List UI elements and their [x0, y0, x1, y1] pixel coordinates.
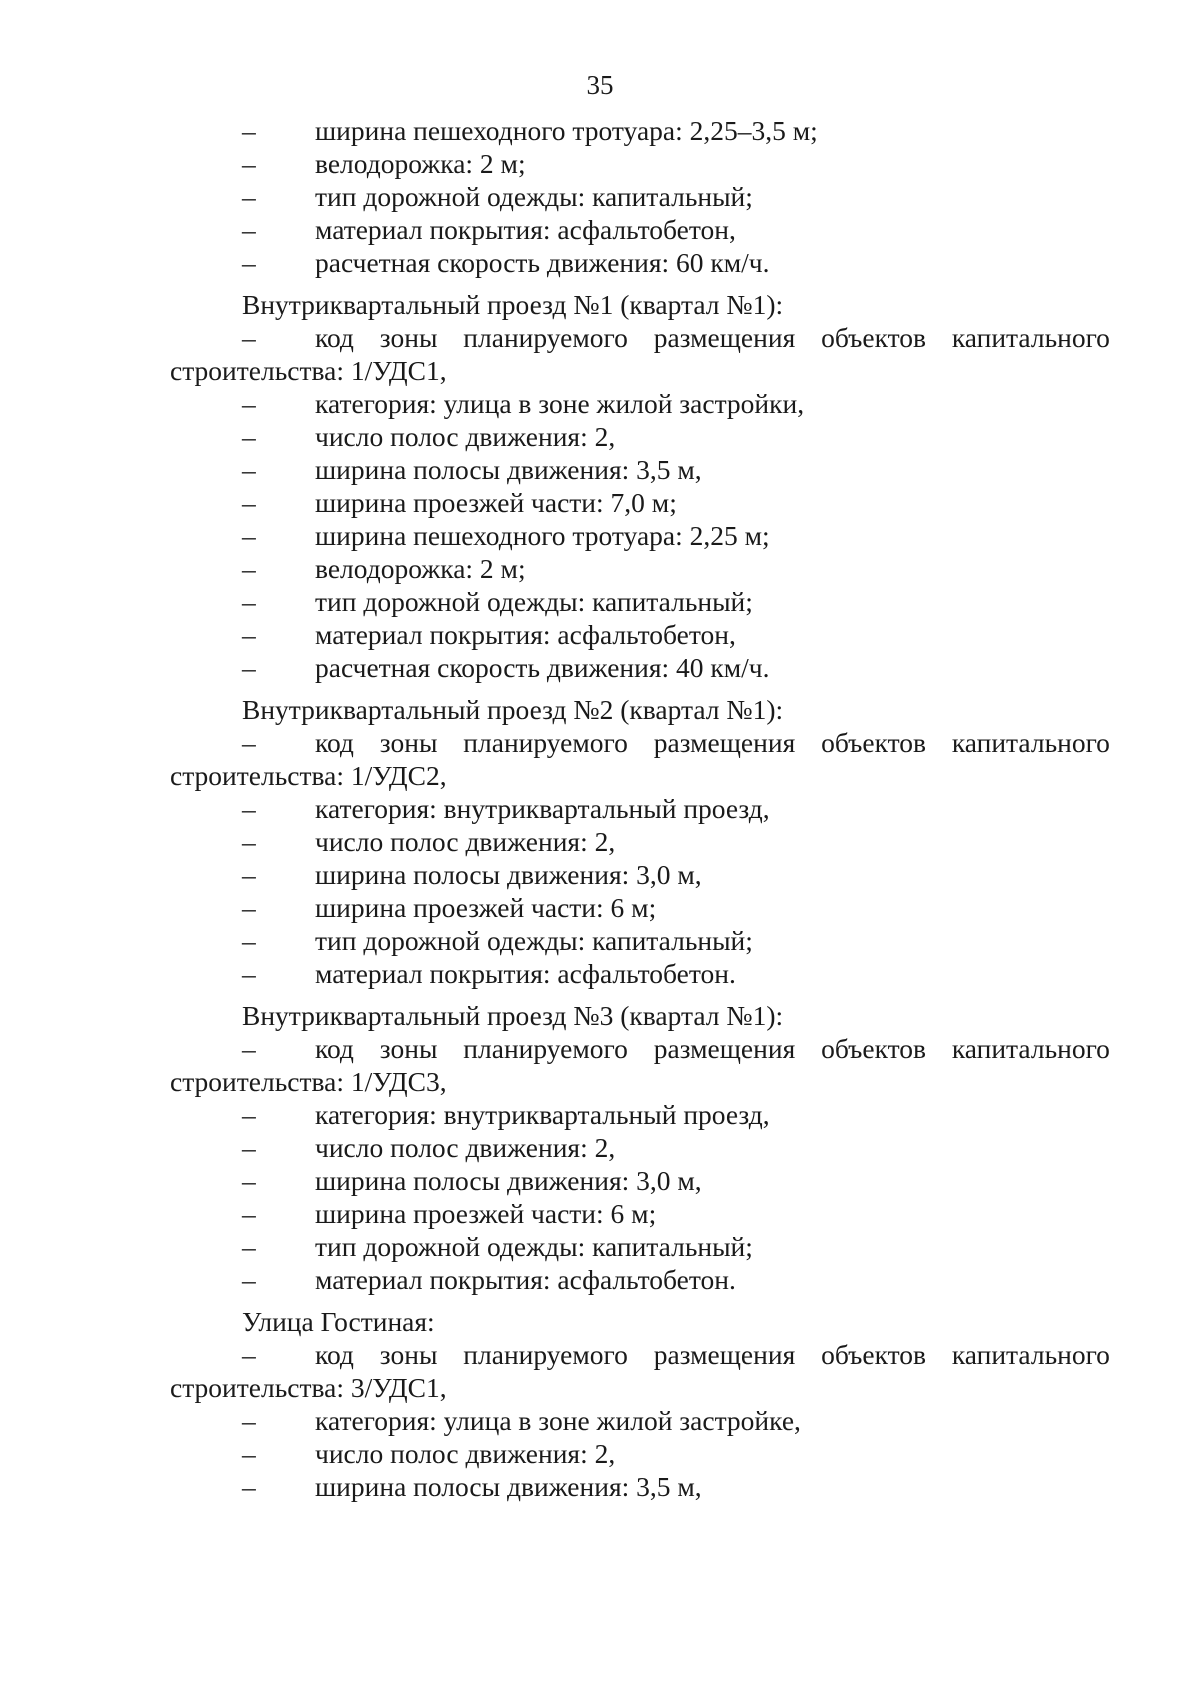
section-heading: Улица Гостиная: — [242, 1306, 435, 1337]
word: капитального — [951, 1033, 1110, 1064]
dash-bullet: – — [242, 181, 256, 212]
list-item — [170, 387, 1110, 420]
word: капитального — [951, 727, 1110, 758]
intro-list — [170, 114, 1110, 279]
road-section — [170, 999, 1110, 1296]
dash-bullet: – — [242, 1405, 256, 1436]
dash-bullet: – — [242, 1438, 256, 1469]
list-item-text: число полос движения: 2, — [315, 1438, 616, 1469]
list-item-text: расчетная скорость движения: 60 км/ч. — [315, 247, 770, 278]
road-section — [170, 1305, 1110, 1503]
list-item-text: тип дорожной одежды: капитальный; — [315, 586, 753, 617]
list-item-text: категория: улица в зоне жилой застройки, — [315, 388, 805, 419]
word: размещения — [653, 1339, 796, 1370]
dash-bullet: – — [242, 487, 256, 518]
list-item-text: категория: внутриквартальный проезд, — [315, 1099, 770, 1130]
list-item — [170, 825, 1110, 858]
list-item-text: материал покрытия: асфальтобетон, — [315, 214, 736, 245]
dash-bullet: – — [242, 652, 256, 683]
dash-bullet: – — [242, 454, 256, 485]
word: размещения — [653, 1033, 796, 1064]
dash-bullet: – — [242, 553, 256, 584]
road-section — [170, 288, 1110, 684]
zone-code-continuation: строительства: 3/УДС1, — [170, 1372, 447, 1403]
list-item — [170, 180, 1110, 213]
sections-container — [170, 288, 1110, 1503]
dash-bullet: – — [242, 214, 256, 245]
list-item-text: ширина проезжей части: 6 м; — [315, 1198, 657, 1229]
dash-bullet: – — [242, 520, 256, 551]
zone-code-text — [315, 726, 1110, 759]
list-item — [170, 1098, 1110, 1131]
word: планируемого — [463, 727, 628, 758]
zone-code-continuation: строительства: 1/УДС2, — [170, 760, 447, 791]
list-item-text: тип дорожной одежды: капитальный; — [315, 181, 753, 212]
list-item-text: расчетная скорость движения: 40 км/ч. — [315, 652, 770, 683]
zone-code-line — [170, 1032, 1110, 1065]
word: объектов — [821, 1033, 926, 1064]
list-item-text: материал покрытия: асфальтобетон. — [315, 1264, 736, 1295]
list-item — [170, 924, 1110, 957]
word: код — [315, 1339, 354, 1370]
list-item — [170, 957, 1110, 990]
list-item — [170, 114, 1110, 147]
list-item-text: тип дорожной одежды: капитальный; — [315, 1231, 753, 1262]
list-item-text: ширина пешеходного тротуара: 2,25 м; — [315, 520, 770, 551]
list-item-text: число полос движения: 2, — [315, 421, 616, 452]
dash-bullet: – — [242, 1264, 256, 1295]
list-item-text: число полос движения: 2, — [315, 826, 616, 857]
word: код — [315, 322, 354, 353]
dash-bullet: – — [242, 388, 256, 419]
word: размещения — [653, 727, 796, 758]
list-item-text: материал покрытия: асфальтобетон, — [315, 619, 736, 650]
list-item — [170, 1131, 1110, 1164]
word: зоны — [379, 1339, 438, 1370]
word: код — [315, 1033, 354, 1064]
word: зоны — [379, 322, 438, 353]
word: зоны — [379, 727, 438, 758]
list-item — [170, 651, 1110, 684]
list-item-text: велодорожка: 2 м; — [315, 148, 526, 179]
list-item — [170, 1437, 1110, 1470]
list-item-text: категория: улица в зоне жилой застройке, — [315, 1405, 801, 1436]
word: объектов — [821, 322, 926, 353]
list-item — [170, 420, 1110, 453]
dash-bullet: – — [242, 322, 256, 353]
list-item — [170, 486, 1110, 519]
list-item — [170, 552, 1110, 585]
dash-bullet: – — [242, 619, 256, 650]
list-item-text: ширина полосы движения: 3,0 м, — [315, 1165, 702, 1196]
list-item — [170, 1470, 1110, 1503]
zone-code-continuation: строительства: 1/УДС1, — [170, 355, 447, 386]
list-item — [170, 246, 1110, 279]
zone-code-line — [170, 1338, 1110, 1371]
list-item-text: ширина полосы движения: 3,5 м, — [315, 454, 702, 485]
zone-code-text — [315, 1338, 1110, 1371]
dash-bullet: – — [242, 925, 256, 956]
dash-bullet: – — [242, 892, 256, 923]
document-body — [170, 114, 1110, 1503]
word: размещения — [653, 322, 796, 353]
section-heading: Внутриквартальный проезд №3 (квартал №1): — [242, 1000, 784, 1031]
list-item — [170, 1230, 1110, 1263]
dash-bullet: – — [242, 793, 256, 824]
word: объектов — [821, 1339, 926, 1370]
list-item-text: велодорожка: 2 м; — [315, 553, 526, 584]
word: планируемого — [463, 1339, 628, 1370]
dash-bullet: – — [242, 1471, 256, 1502]
dash-bullet: – — [242, 1198, 256, 1229]
list-item — [170, 618, 1110, 651]
dash-bullet: – — [242, 115, 256, 146]
section-heading: Внутриквартальный проезд №1 (квартал №1): — [242, 289, 784, 320]
dash-bullet: – — [242, 1231, 256, 1262]
page-number: 35 — [586, 70, 614, 100]
dash-bullet: – — [242, 247, 256, 278]
list-item-text: материал покрытия: асфальтобетон. — [315, 958, 736, 989]
list-item — [170, 453, 1110, 486]
zone-code-line — [170, 726, 1110, 759]
list-item — [170, 213, 1110, 246]
zone-code-continuation: строительства: 1/УДС3, — [170, 1066, 447, 1097]
dash-bullet: – — [242, 421, 256, 452]
zone-code-text — [315, 321, 1110, 354]
word: код — [315, 727, 354, 758]
dash-bullet: – — [242, 1033, 256, 1064]
list-item — [170, 147, 1110, 180]
word: капитального — [951, 1339, 1110, 1370]
dash-bullet: – — [242, 1165, 256, 1196]
list-item-text: ширина пешеходного тротуара: 2,25–3,5 м; — [315, 115, 818, 146]
word: объектов — [821, 727, 926, 758]
list-item — [170, 792, 1110, 825]
list-item — [170, 519, 1110, 552]
dash-bullet: – — [242, 148, 256, 179]
dash-bullet: – — [242, 1339, 256, 1370]
list-item-text: ширина полосы движения: 3,5 м, — [315, 1471, 702, 1502]
list-item — [170, 891, 1110, 924]
list-item-text: ширина проезжей части: 6 м; — [315, 892, 657, 923]
list-item — [170, 1263, 1110, 1296]
list-item — [170, 1197, 1110, 1230]
dash-bullet: – — [242, 727, 256, 758]
list-item-text: ширина проезжей части: 7,0 м; — [315, 487, 677, 518]
word: планируемого — [463, 322, 628, 353]
word: планируемого — [463, 1033, 628, 1064]
word: капитального — [951, 322, 1110, 353]
list-item — [170, 585, 1110, 618]
list-item — [170, 858, 1110, 891]
list-item — [170, 1164, 1110, 1197]
word: зоны — [379, 1033, 438, 1064]
zone-code-line — [170, 321, 1110, 354]
list-item-text: число полос движения: 2, — [315, 1132, 616, 1163]
dash-bullet: – — [242, 1099, 256, 1130]
road-section — [170, 693, 1110, 990]
zone-code-text — [315, 1032, 1110, 1065]
dash-bullet: – — [242, 826, 256, 857]
dash-bullet: – — [242, 859, 256, 890]
dash-bullet: – — [242, 1132, 256, 1163]
list-item — [170, 1404, 1110, 1437]
list-item-text: категория: внутриквартальный проезд, — [315, 793, 770, 824]
dash-bullet: – — [242, 586, 256, 617]
list-item-text: тип дорожной одежды: капитальный; — [315, 925, 753, 956]
list-item-text: ширина полосы движения: 3,0 м, — [315, 859, 702, 890]
section-heading: Внутриквартальный проезд №2 (квартал №1): — [242, 694, 784, 725]
dash-bullet: – — [242, 958, 256, 989]
